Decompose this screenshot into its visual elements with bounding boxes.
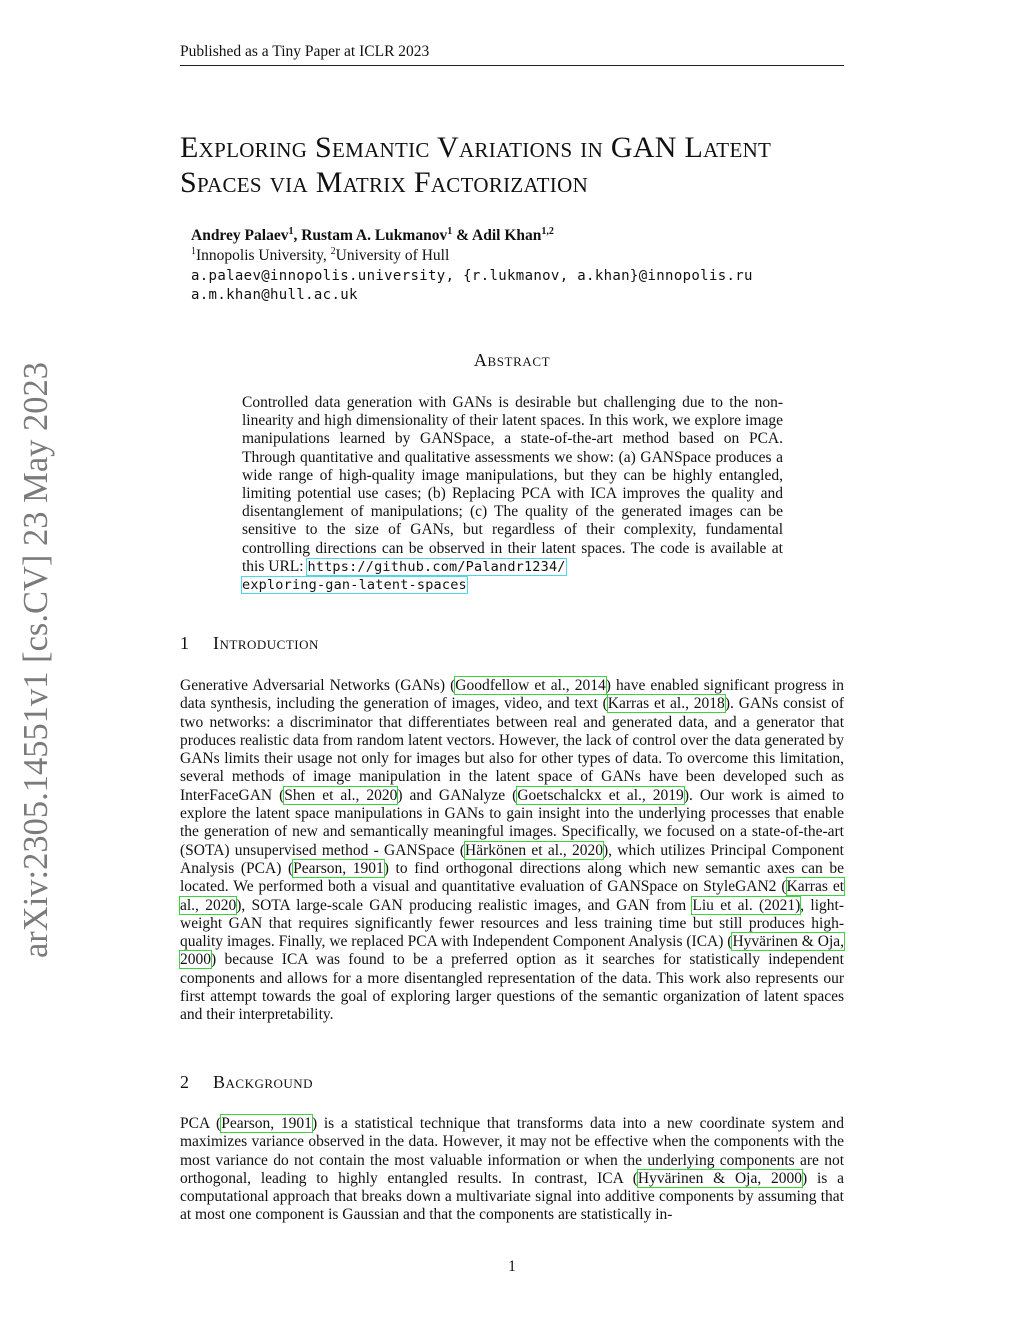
code-url-link-cont[interactable]: exploring-gan-latent-spaces bbox=[242, 577, 467, 594]
body-text: ) because ICA was found to be a preferred option as it searches for statistically independent components and allows for a more disentangled representation of the data. This work also represents our first attempt towards the goal of exploring larger questions of the semantic organization of latent spaces and their interpretability. bbox=[180, 951, 844, 1024]
section-title: Introduction bbox=[213, 633, 319, 653]
author-name: Rustam A. Lukmanov bbox=[301, 227, 448, 244]
section-title: Background bbox=[213, 1072, 314, 1092]
affiliation: Innopolis University, bbox=[196, 247, 331, 264]
body-text: ). GANs consist of two networks: a discriminator that differentiates between real and generated data, and a generator that produces realistic data from random latent vectors. However, the lack of control over the data generated by GANs limits their usage not only for images but also for other types of data. To overcome this limitation, several methods of image manipulation in the latent space of GANs have been developed such as InterFaceGAN ( bbox=[180, 695, 845, 804]
body-text: ) to find orthogonal directions along which new semantic axes can be located. We performed both a visual and quantitative evaluation of GANSpace on StyleGAN2 ( bbox=[180, 859, 845, 896]
abstract-heading: Abstract bbox=[473, 350, 551, 370]
affiliation: University of Hull bbox=[335, 247, 450, 264]
introduction-paragraph bbox=[180, 677, 844, 1025]
body-text: ), which utilizes Principal Component Analysis (PCA) ( bbox=[180, 841, 844, 877]
header-rule bbox=[180, 65, 844, 66]
code-url-link[interactable]: https://github.com/Palandr1234/ bbox=[307, 558, 566, 575]
body-text: Generative Adversarial Networks (GANs) ( bbox=[180, 677, 456, 694]
author-name: Andrey Palaev bbox=[191, 227, 289, 244]
running-header: Published as a Tiny Paper at ICLR 2023 bbox=[180, 43, 430, 60]
author-affil-mark: 1,2 bbox=[541, 225, 554, 237]
body-text: , light-weight GAN that requires significantly fewer resources and less training time but still produces high-quality images. Finally, we replaced PCA with Independent Component Analysis (ICA) ( bbox=[180, 896, 844, 951]
section-number: 1 bbox=[180, 633, 190, 653]
email-line-2: a.m.khan@hull.ac.uk bbox=[191, 287, 358, 303]
affiliations bbox=[191, 246, 891, 266]
citation-link[interactable]: Pearson, 1901 bbox=[293, 859, 384, 877]
body-text: ) is a computational approach that breaks down a multivariate signal into additive components by assuming that at most one component is Gaussian and that the components are statistically in- bbox=[180, 1169, 844, 1224]
citation-link[interactable]: Hyvärinen & Oja, 2000 bbox=[180, 933, 845, 969]
author-name: Adil Khan bbox=[472, 227, 542, 244]
author-list bbox=[191, 226, 891, 246]
arxiv-sidebar bbox=[12, 340, 60, 980]
body-text: ). Our work is aimed to explore the latent space manipulations in GANs to gain insight into the underlying processes that enable the generation of new and semantically meaningful images. Specifically, we focused on a state-of-the-art (SOTA) unsupervised method - GANSpace ( bbox=[180, 786, 845, 859]
citation-link[interactable]: Shen et al., 2020 bbox=[284, 786, 398, 804]
citation-link[interactable]: Hyvärinen & Oja, 2000 bbox=[637, 1169, 803, 1187]
page-number: 1 bbox=[508, 1258, 516, 1275]
body-text: ) have enabled significant progress in data synthesis, including the generation of images, video, and text ( bbox=[180, 677, 844, 713]
abstract-text: Controlled data generation with GANs is desirable but challenging due to the non-linearity and high dimensionality of their latent spaces. In this work, we explore image manipulations learned by GANSpace, a state-of-the-art method based on PCA. Through quantitative and qualitative assessments we show: (a) GANSpace produces a wide range of high-quality image manipulations, but they can be highly entangled, limiting potential use cases; (b) Replacing PCA with ICA improves the quality and disentanglement of manipulations; (c) The quality of the generated images can be sensitive to the size of GANs, but regardless of their complexity, fundamental controlling directions can be observed in their latent spaces. The code is available at this URL: bbox=[242, 394, 783, 575]
author-affil-mark: 1 bbox=[288, 225, 294, 237]
email-line-1: a.palaev@innopolis.university, {r.lukmanov, a.khan}@innopolis.ru bbox=[191, 268, 753, 284]
section-number: 2 bbox=[180, 1072, 190, 1092]
body-text: ) is a statistical technique that transforms data into a new coordinate system and maximizes variance observed in the data. However, it may not be effective when the components with the most variance do not contain the most valuable information or when the underlying components are not orthogonal, leading to highly entangled results. In contrast, ICA ( bbox=[180, 1115, 844, 1187]
affil-mark: 2 bbox=[330, 245, 336, 257]
abstract-body bbox=[242, 394, 783, 594]
author-affil-mark: 1 bbox=[447, 225, 453, 237]
body-text: ), SOTA large-scale GAN producing realistic images, and GAN from bbox=[236, 896, 693, 914]
citation-link[interactable]: Karras et al., 2018 bbox=[607, 695, 725, 713]
background-paragraph bbox=[180, 1115, 844, 1225]
affil-mark: 1 bbox=[191, 245, 196, 257]
arxiv-identifier: arXiv:2305.14551v1 [cs.CV] 23 May 2023 bbox=[17, 361, 55, 959]
citation-link[interactable]: Pearson, 1901 bbox=[221, 1115, 312, 1132]
section-heading-background bbox=[180, 1072, 313, 1093]
citation-link[interactable]: Liu et al. (2021) bbox=[692, 896, 801, 914]
body-text: PCA ( bbox=[180, 1115, 222, 1132]
paper-title bbox=[180, 130, 880, 200]
citation-link[interactable]: Karras et al., 2020 bbox=[180, 878, 844, 914]
title-line-1: Exploring Semantic Variations in GAN Latent bbox=[180, 131, 772, 164]
citation-link[interactable]: Härkönen et al., 2020 bbox=[465, 841, 604, 859]
title-line-2: Spaces via Matrix Factorization bbox=[180, 166, 589, 199]
author-separator: & bbox=[452, 227, 473, 244]
citation-link[interactable]: Goodfellow et al., 2014 bbox=[455, 677, 606, 694]
citation-link[interactable]: Goetschalckx et al., 2019 bbox=[517, 786, 684, 804]
body-text: ) and GANalyze ( bbox=[397, 786, 518, 804]
author-separator: , bbox=[293, 227, 302, 244]
section-heading-introduction bbox=[180, 633, 319, 654]
